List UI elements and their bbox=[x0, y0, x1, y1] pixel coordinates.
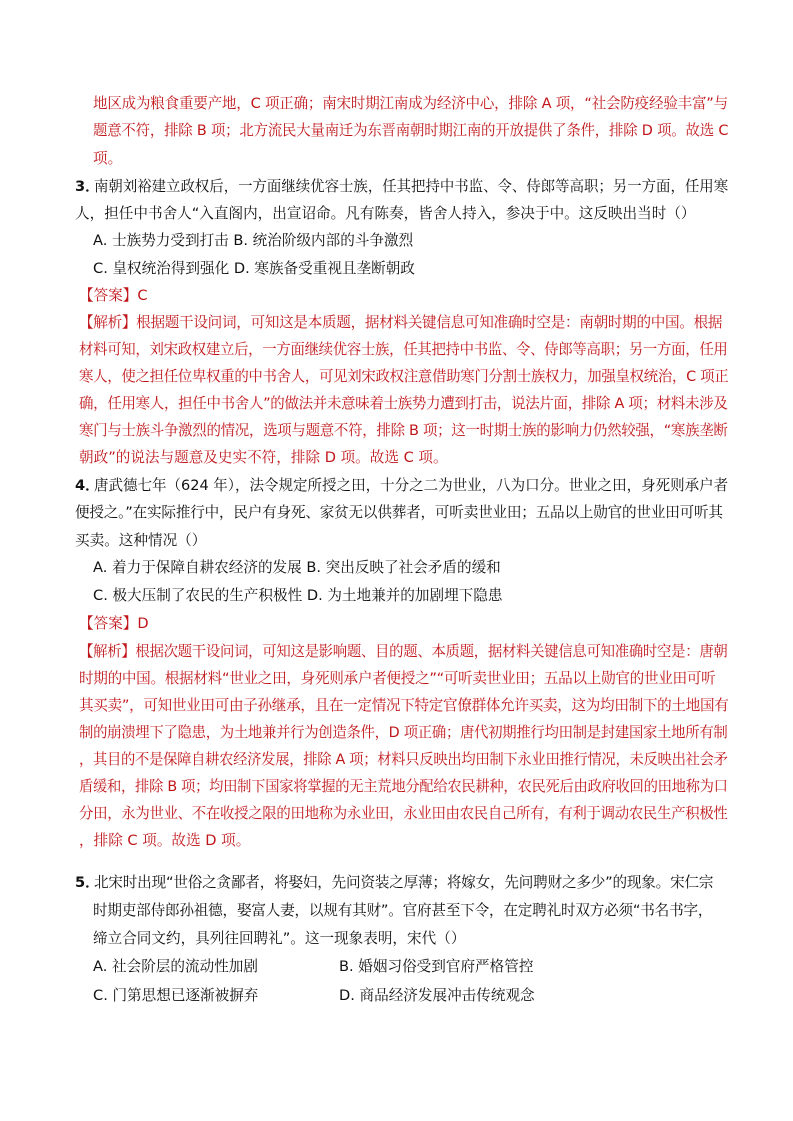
q3-options-cd: C. 皇权统治得到强化 D. 寒族备受重视且垄断朝政 bbox=[93, 260, 415, 277]
q3-explanation-line-5: 寒门与士族斗争激烈的情况，选项与题意不符，排除 B 项；这一时期士族的影响力仍然较强，“寒族垄断 bbox=[79, 422, 728, 439]
q5-option-c: C. 门第思想已逐渐被摒弃 bbox=[93, 987, 259, 1004]
q5-option-d: D. 商品经济发展冲击传统观念 bbox=[339, 987, 535, 1004]
q3-explanation-line-2: 材料可知，刘宋政权建立后，一方面继续优容士族，任其把持中书监、令、侍郎等高职；另一方面，任用 bbox=[79, 341, 728, 358]
q4-explanation-line-3: 其买卖”，可知世业田可由子孙继承，且在一定情况下特定官僚群体允许买卖，这为均田制下的土地国有 bbox=[79, 697, 729, 714]
q4-stem-line-2: 便授之。”在实际推行中，民户有身死、家贫无以供葬者，可听卖世业田；五品以上勋官的世业田可听其 bbox=[75, 504, 723, 521]
q5-stem-line-1: 北宋时出现“世俗之贪鄙者，将娶妇，先问资装之厚薄；将嫁女，先问聘财之多少”的现象。宋仁宗 bbox=[94, 874, 714, 891]
q5-option-b: B. 婚姻习俗受到官府严格管控 bbox=[339, 958, 534, 975]
q3-explanation-line-4: 确，任用寒人，担任中书舍人”的做法并未意味着士族势力遭到打击，说法片面，排除 A 项；材料未涉及 bbox=[79, 395, 728, 412]
q3-answer: 【答案】C bbox=[79, 287, 148, 304]
q4-explanation-line-1: 【解析】根据次题干设问词，可知这是影响题、目的题、本质题，据材料关键信息可知准确时空是：唐朝 bbox=[79, 643, 728, 660]
q3-options-ab: A. 士族势力受到打击 B. 统治阶级内部的斗争激烈 bbox=[93, 232, 414, 249]
q2-explanation-line-3: 项。 bbox=[93, 150, 123, 167]
q4-stem-line-1: 唐武德七年（624 年），法令规定所授之田，十分之二为世业，八为口分。世业之田，身死则承户者 bbox=[94, 477, 729, 494]
q4-answer: 【答案】D bbox=[79, 615, 149, 632]
q5-option-a: A. 社会阶层的流动性加剧 bbox=[93, 958, 258, 975]
q4-stem-line-3: 买卖。这种情况（） bbox=[75, 532, 207, 549]
q3-explanation-line-1: 【解析】根据题干设问词，可知这是本质题，据材料关键信息可知准确时空是：南朝时期的中国。根据 bbox=[79, 314, 723, 331]
q4-options-ab: A. 着力于保障自耕农经济的发展 B. 突出反映了社会矛盾的缓和 bbox=[93, 559, 501, 576]
q4-explanation-line-7: 分田，永为世业、不在收授之限的田地称为永业田，永业田由农民自己所有，有利于调动农民生产积极性 bbox=[79, 805, 728, 822]
q4-options-cd: C. 极大压制了农民的生产积极性 D. 为土地兼并的加剧埋下隐患 bbox=[93, 587, 503, 604]
q4-explanation-line-4: 制的崩溃埋下了隐患，为土地兼并行为创造条件，D 项正确；唐代初期推行均田制是封建国家土地所有制 bbox=[79, 724, 728, 741]
q5-number: 5． bbox=[75, 874, 100, 891]
q5-stem-line-3: 缔立合同文约，具列往回聘礼”。这一现象表明，宋代（） bbox=[93, 930, 466, 947]
q2-explanation-line-2: 题意不符，排除 B 项；北方流民大量南迁为东晋南朝时期江南的开放提供了条件，排除 D 项。故选 C bbox=[93, 122, 729, 139]
q4-explanation-line-5: ，其目的不是保障自耕农经济发展，排除 A 项；材料只反映出均田制下永业田推行情况，未反映出社会矛 bbox=[79, 751, 728, 768]
q3-number: 3． bbox=[75, 178, 100, 195]
q3-explanation-line-6: 朝政”的说法与题意及史实不符，排除 D 项。故选 C 项。 bbox=[79, 449, 448, 466]
q3-explanation-line-3: 寒人，使之担任位卑权重的中书舍人，可见刘宋政权注意借助寒门分割士族权力，加强皇权统治，C 项正 bbox=[79, 368, 729, 385]
q4-explanation-line-6: 盾缓和，排除 B 项；均田制下国家将掌握的无主荒地分配给农民耕种，农民死后由政府收回的田地称为口 bbox=[79, 778, 728, 795]
q3-stem-line-2: 人，担任中书舍人“入直阁内，出宣诏命。凡有陈奏，皆舍人持入，参决于中。这反映出当时（） bbox=[75, 205, 696, 222]
q5-stem-line-2: 时期吏部侍郎孙祖德，娶富人妻，以规有其财”。官府甚至下令，在定聘礼时双方必须“书名书字， bbox=[93, 902, 713, 919]
q4-explanation-line-8: ，排除 C 项。故选 D 项。 bbox=[79, 832, 251, 849]
q4-explanation-line-2: 时期的中国。根据材料“世业之田，身死则承户者便授之”“可听卖世业田；五品以上勋官的世业田可听 bbox=[79, 670, 716, 687]
q4-number: 4． bbox=[75, 477, 100, 494]
q2-explanation-line-1: 地区成为粮食重要产地，C 项正确；南宋时期江南成为经济中心，排除 A 项，“社会防疫经验丰富”与 bbox=[93, 95, 728, 112]
q3-stem-line-1: 南朝刘裕建立政权后，一方面继续优容士族，任其把持中书监、令、侍郎等高职；另一方面，任用寒 bbox=[94, 178, 729, 195]
